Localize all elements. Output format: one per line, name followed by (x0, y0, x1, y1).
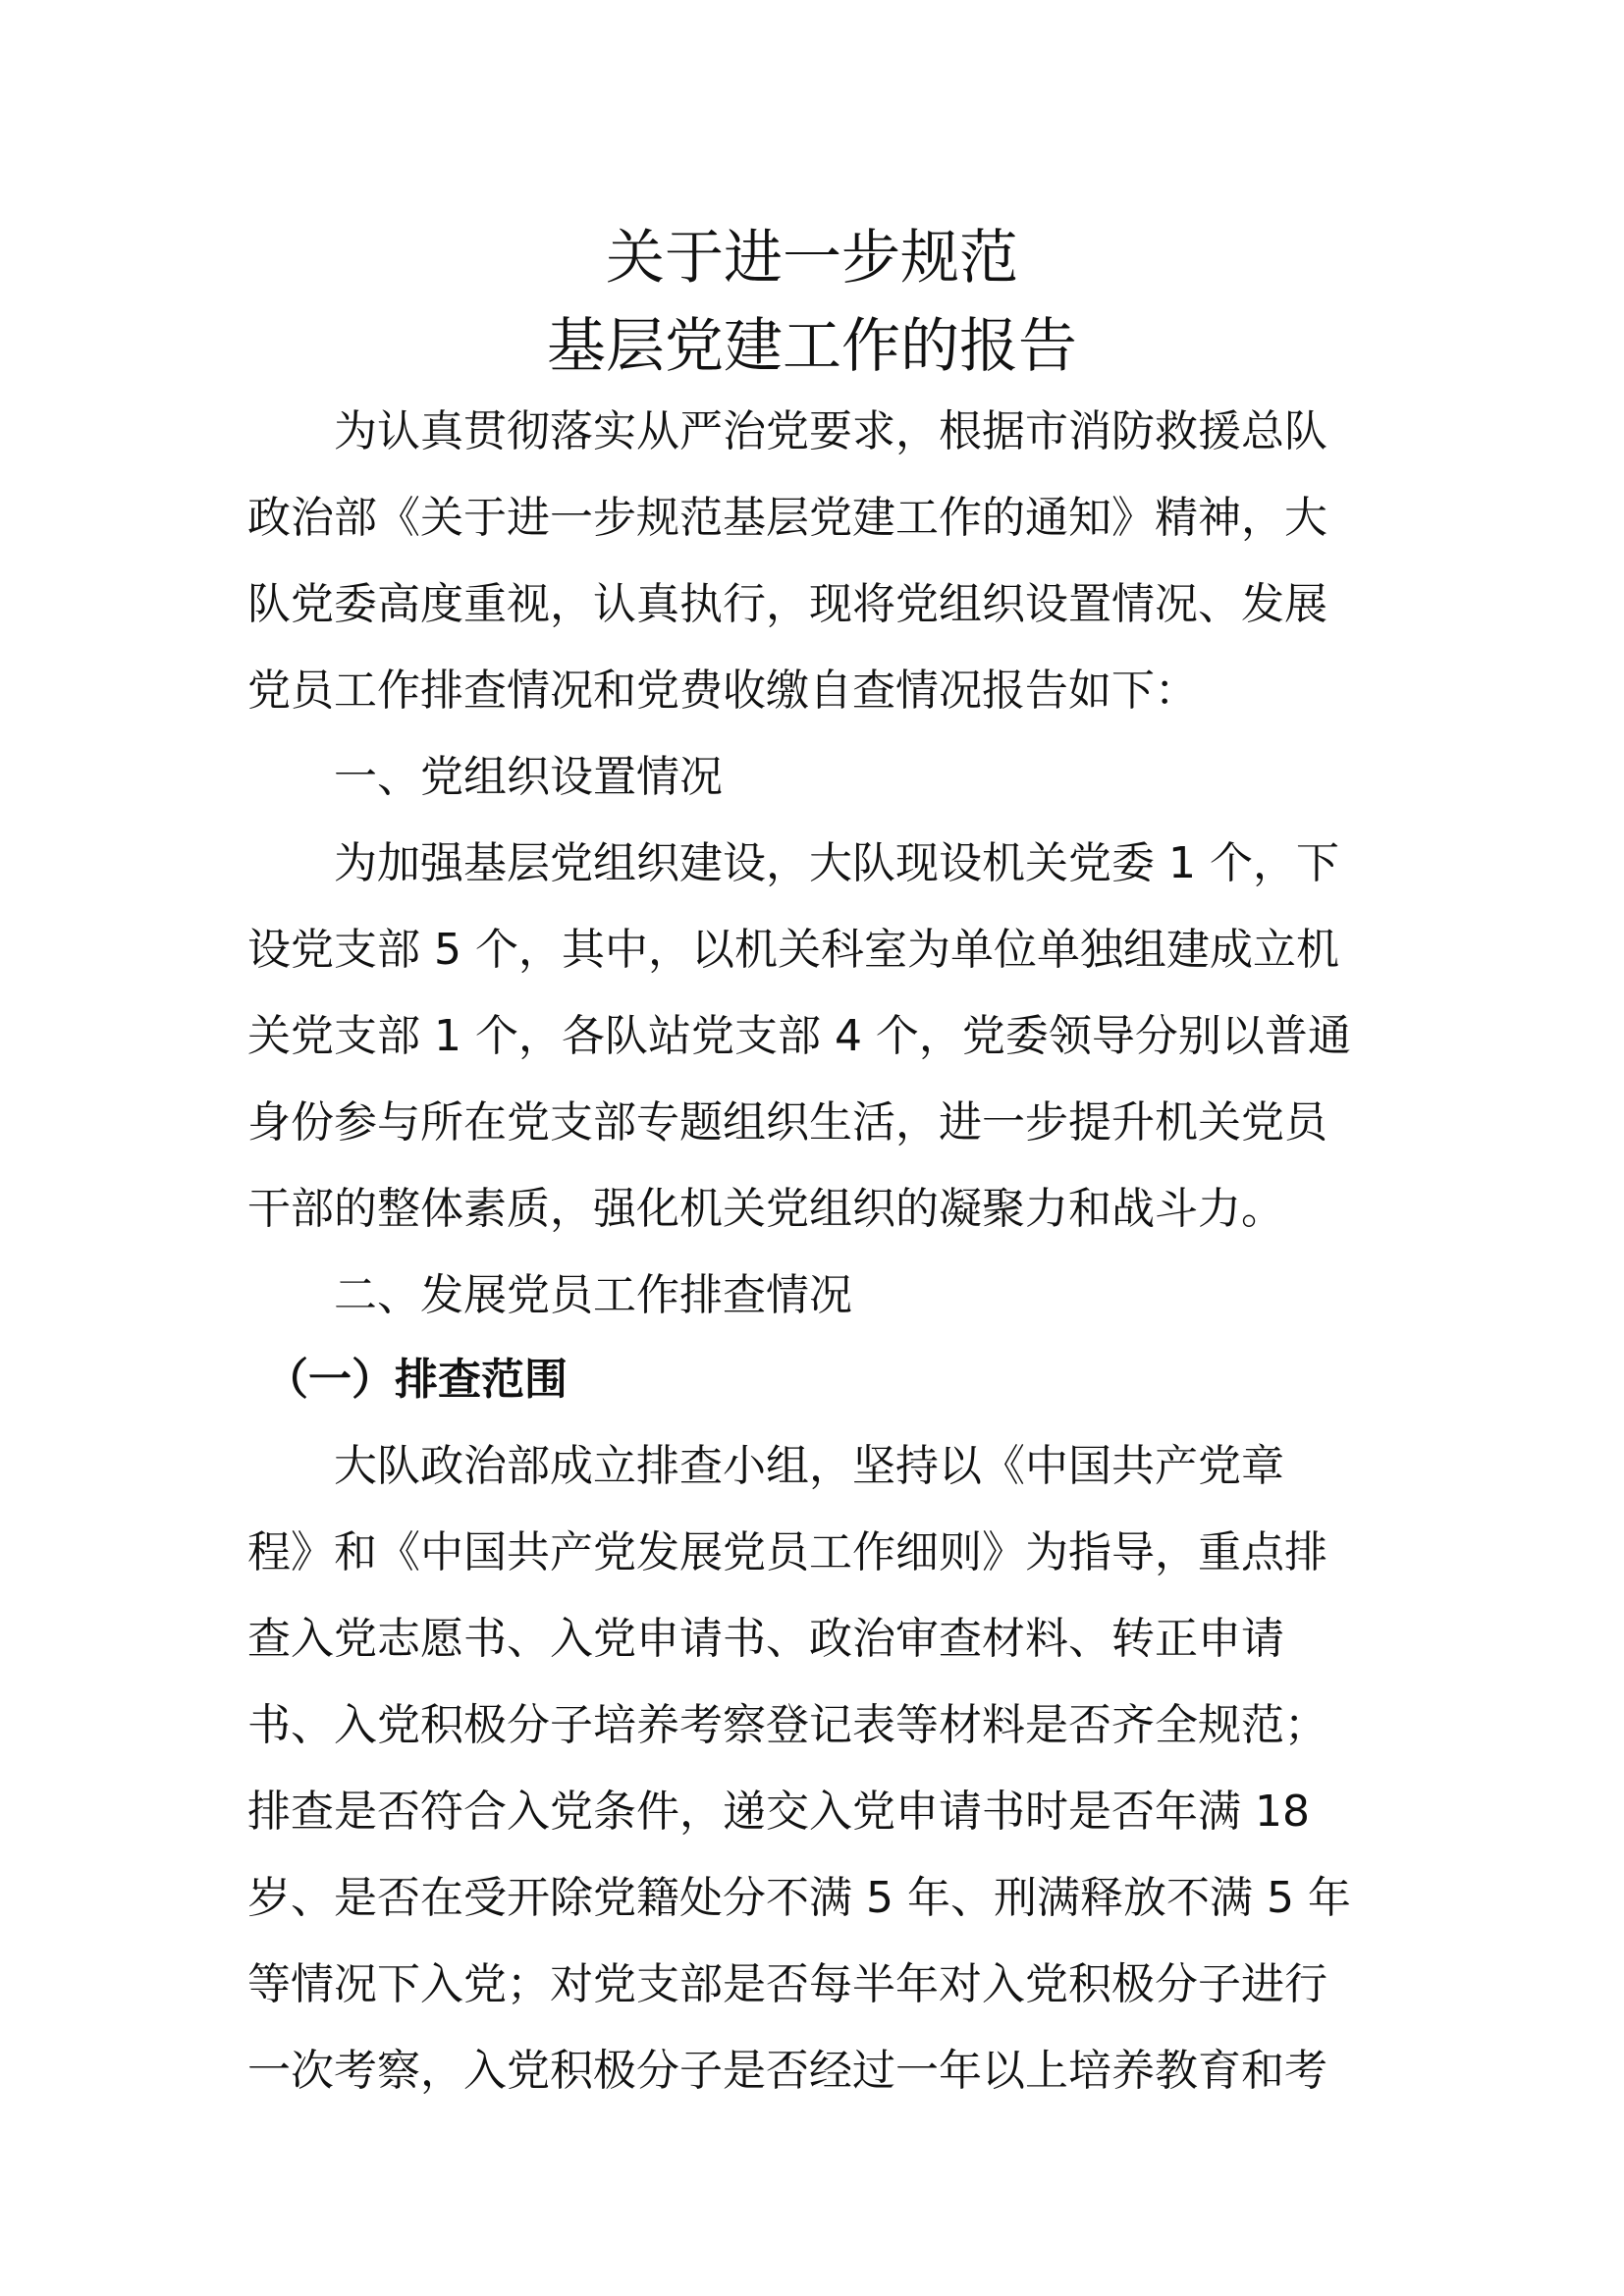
paragraph-intro-line: 政治部《关于进一步规范基层党建工作的通知》精神，大 (247, 493, 1327, 543)
paragraph-section-2-line: 等情况下入党；对党支部是否每半年对入党积极分子进行 (247, 1959, 1327, 2009)
paragraph-section-2-line: 程》和《中国共产党发展党员工作细则》为指导，重点排 (247, 1527, 1327, 1577)
paragraph-section-1-line: 干部的整体素质，强化机关党组织的凝聚力和战斗力。 (247, 1184, 1284, 1234)
paragraph-section-2-line: 大队政治部成立排查小组，坚持以《中国共产党章 (334, 1441, 1284, 1491)
section-heading-1: 一、党组织设置情况 (334, 752, 723, 802)
paragraph-intro-line: 队党委高度重视，认真执行，现将党组织设置情况、发展 (247, 579, 1327, 629)
paragraph-section-1-line: 关党支部 1 个，各队站党支部 4 个，党委领导分别以普通 (247, 1011, 1351, 1061)
paragraph-section-2-line: 查入党志愿书、入党申请书、政治审查材料、转正申请 (247, 1614, 1284, 1664)
paragraph-section-2-line: 书、入党积极分子培养考察登记表等材料是否齐全规范； (247, 1700, 1327, 1750)
document-title-line-2: 基层党建工作的报告 (547, 312, 1077, 381)
section-heading-2: 二、发展党员工作排查情况 (334, 1270, 852, 1320)
document-title-line-1: 关于进一步规范 (606, 224, 1018, 293)
paragraph-section-1-line: 为加强基层党组织建设，大队现设机关党委 1 个，下 (334, 838, 1339, 888)
subsection-heading: （一）排查范围 (265, 1355, 568, 1405)
paragraph-section-2-line: 岁、是否在受开除党籍处分不满 5 年、刑满释放不满 5 年 (247, 1873, 1351, 1923)
paragraph-section-2-line: 一次考察，入党积极分子是否经过一年以上培养教育和考 (247, 2046, 1327, 2096)
paragraph-section-2-line: 排查是否符合入党条件，递交入党申请书时是否年满 18 (247, 1787, 1310, 1837)
paragraph-intro-line: 为认真贯彻落实从严治党要求，根据市消防救援总队 (334, 406, 1327, 456)
paragraph-section-1-line: 身份参与所在党支部专题组织生活，进一步提升机关党员 (247, 1097, 1327, 1148)
paragraph-intro-line: 党员工作排查情况和党费收缴自查情况报告如下： (247, 666, 1198, 716)
paragraph-section-1-line: 设党支部 5 个，其中，以机关科室为单位单独组建成立机 (247, 925, 1339, 975)
